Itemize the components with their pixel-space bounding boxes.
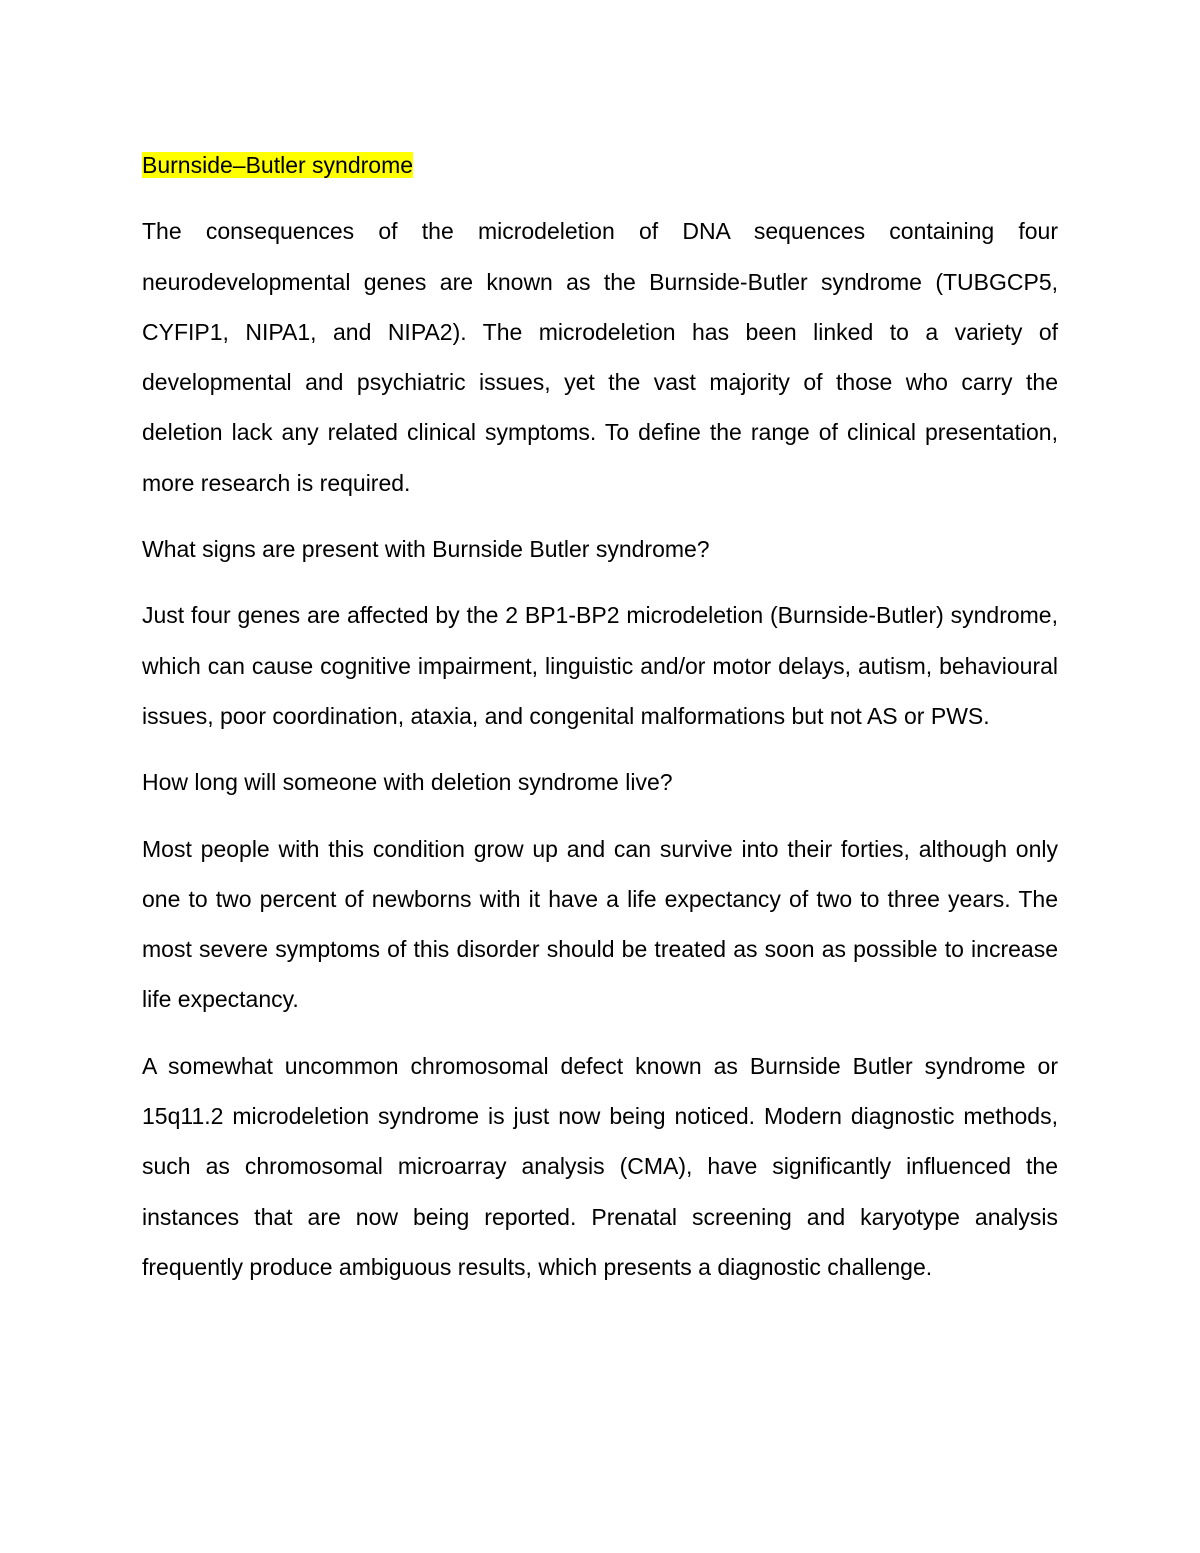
question-life-expectancy: How long will someone with deletion syndrome live? [142,769,673,796]
paragraph-intro: The consequences of the microdeletion of DNA sequences containing four neurodevelopmental genes are known as the Burnside-Butler syndrome (TUBGCP5, CYFIP1, NIPA1, and NIPA2). The microdeletion has been linked to a variety of developmental and psychiatric issues, yet the vast majority of those who carry the deletion lack any related clinical symptoms. To define the range of clinical presentation, more research is required. [142,218,1058,496]
paragraph-life-expectancy: Most people with this condition grow up and can survive into their forties, although only one to two percent of newborns with it have a life expectancy of two to three years. The most severe symptoms of this disorder should be treated as soon as possible to increase life expectancy. [142,835,1058,1013]
document-title [142,140,1058,190]
title-highlight: Burnside–Butler syndrome [142,152,414,178]
document-page [142,140,1058,1308]
paragraph-diagnosis: A somewhat uncommon chromosomal defect known as Burnside Butler syndrome or 15q11.2 microdeletion syndrome is just now being noticed. Modern diagnostic methods, such as chromosomal microarray analysis (CMA), have significantly influenced the instances that are now being reported. Prenatal screening and karyotype analysis frequently produce ambiguous results, which presents a diagnostic challenge. [142,1052,1058,1280]
paragraph-signs: Just four genes are affected by the 2 BP1-BP2 microdeletion (Burnside-Butler) syndrome, which can cause cognitive impairment, linguistic and/or motor delays, autism, behavioural issues, poor coordination, ataxia, and congenital malformations but not AS or PWS. [142,602,1058,729]
question-signs: What signs are present with Burnside Butler syndrome? [142,536,710,563]
